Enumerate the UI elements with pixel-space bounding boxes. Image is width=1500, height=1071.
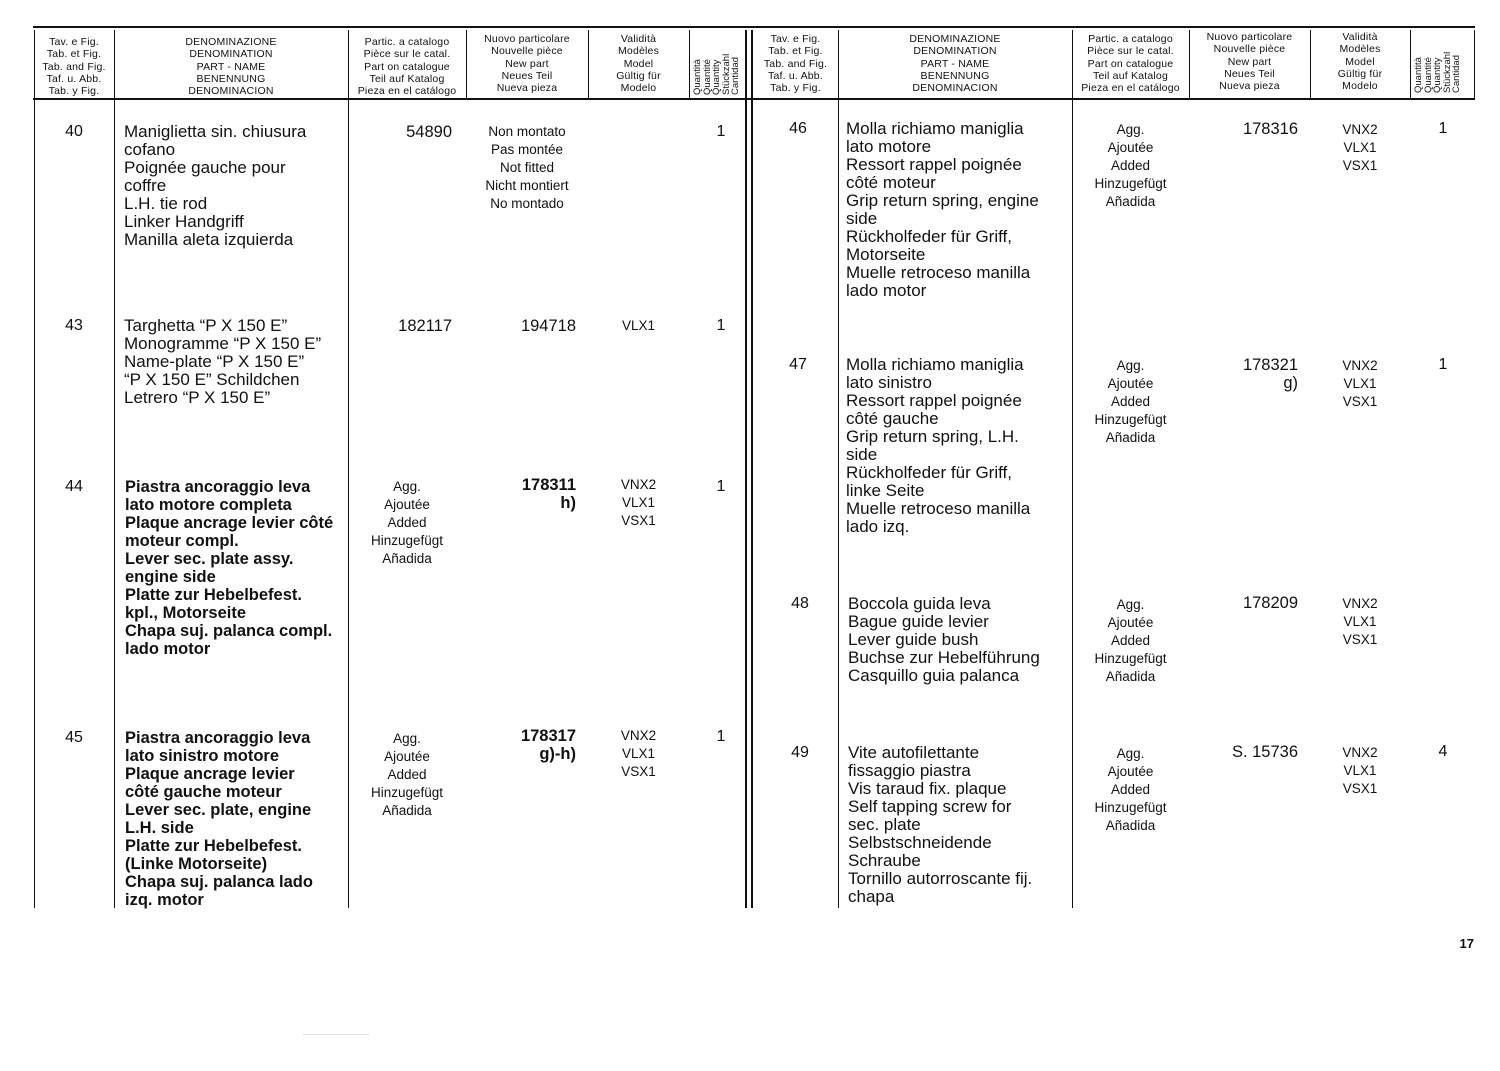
item-number: 43 [65, 317, 83, 334]
item-number: 48 [791, 595, 809, 612]
header-new: Nuovo particolare Nouvelle pièce New part Neues Teil Nueva pieza [1206, 31, 1293, 93]
catalog-part-status: Agg. Ajoutée Added Hinzugefügt Añadida [1094, 358, 1167, 445]
catalog-part-number: 182117 [398, 317, 452, 335]
item-description: Targhetta “P X 150 E” Monogramme “P X 150 E” Name-plate “P X 150 E” “P X 150 E” Schildchen Letrero “P X 150 E” [124, 316, 322, 407]
quantity: 1 [1438, 120, 1448, 137]
divider [689, 30, 690, 98]
item-description: Maniglietta sin. chiusura cofano Poignée gauche pour coffre L.H. tie rod Linker Handgriff Manilla aleta izquierda [124, 122, 307, 249]
new-part-number: 194718 [520, 317, 576, 335]
header-name: DENOMINAZIONE DENOMINATION PART - NAME BENENNUNG DENOMINACION [185, 36, 277, 98]
validity-models: VNX2 VLX1 VSX1 [1342, 122, 1378, 173]
header-bottom-rule [33, 98, 1475, 100]
header-partic: Partic. a catalogo Pièce sur le catal. Part on catalogue Teil auf Katalog Pieza en el catálogo [357, 36, 457, 98]
item-description: Boccola guida leva Bague guide levier Lever guide bush Buchse zur Hebelführung Casquillo guia palanca [848, 594, 1040, 685]
left-edge-rule [34, 98, 35, 908]
validity-models: VNX2 VLX1 VSX1 [1342, 358, 1378, 409]
item-number: 45 [65, 729, 83, 746]
new-part-number: 178209 [1242, 594, 1298, 612]
divider [1410, 30, 1411, 98]
header-new: Nuovo particolare Nouvelle pièce New part Neues Teil Nueva pieza [484, 33, 570, 95]
validity-models: VNX2 VLX1 VSX1 [620, 728, 657, 779]
item-description: Piastra ancoraggio leva lato sinistro motore Plaque ancrage levier côté gauche moteur Lever sec. plate, engine L.H. side Platte zur Hebelbefest. (Linke Motorseite) Chapa suj. palanca lado izq. motor [125, 729, 313, 909]
catalog-part-status: Agg. Ajoutée Added Hinzugefügt Añadida [370, 731, 444, 818]
quantity: 1 [716, 478, 726, 495]
new-part-number: S. 15736 [1231, 743, 1298, 761]
header-validity: Validità Modèles Model Gültig für Modelo [1337, 31, 1383, 93]
item-number: 40 [65, 123, 83, 140]
catalog-part-status: Agg. Ajoutée Added Hinzugefügt Añadida [370, 479, 444, 566]
divider [114, 30, 115, 908]
center-double-rule [751, 30, 753, 908]
quantity: 1 [1438, 356, 1448, 373]
new-part: Non montato Pas montée Not fitted Nicht montiert No montado [485, 124, 569, 211]
validity-models: VNX2 VLX1 VSX1 [1342, 596, 1378, 647]
catalog-part-status: Agg. Ajoutée Added Hinzugefügt Añadida [1094, 597, 1167, 684]
item-description: Molla richiamo maniglia lato motore Ressort rappel poignée côté moteur Grip return spring, engine side Rückholfeder für Griff, Motorseite Muelle retroceso manilla lado motor [846, 119, 1039, 300]
validity-models: VNX2 VLX1 VSX1 [1342, 745, 1378, 796]
header-name: DENOMINAZIONE DENOMINATION PART - NAME BENENNUNG DENOMINACION [909, 33, 1001, 95]
header-validity: Validità Modèles Model Gültig für Modelo [616, 33, 661, 95]
new-part-number: 178316 [1242, 120, 1298, 138]
top-rule [33, 26, 1475, 28]
catalog-part-status: Agg. Ajoutée Added Hinzugefügt Añadida [1094, 122, 1167, 209]
header-qty: Quantità Quantité Quantity Stückzahl Cantidad [1413, 51, 1463, 93]
center-double-rule [745, 30, 747, 908]
header-fig: Tav. e Fig. Tab. et Fig. Tab. and Fig. Taf. u. Abb. Tab. y Fig. [42, 36, 106, 98]
validity-models: VNX2 VLX1 VSX1 [620, 477, 657, 528]
header-partic: Partic. a catalogo Pièce sur le catal. Part on catalogue Teil auf Katalog Pieza en el catálogo [1081, 33, 1180, 95]
new-part-number: 178311 h) [521, 476, 576, 512]
quantity: 1 [716, 728, 726, 745]
new-part-number: 178321 g) [1242, 356, 1298, 392]
divider [1474, 30, 1475, 98]
quantity: 1 [716, 123, 726, 140]
validity-models: VLX1 [621, 318, 656, 333]
scan-mark [303, 1034, 369, 1035]
item-number: 49 [791, 744, 809, 761]
catalog-part-status: Agg. Ajoutée Added Hinzugefügt Añadida [1094, 746, 1167, 833]
header-fig: Tav. e Fig. Tab. et Fig. Tab. and Fig. Taf. u. Abb. Tab. y Fig. [763, 33, 828, 95]
item-description: Vite autofilettante fissaggio piastra Vis taraud fix. plaque Self tapping screw for sec. plate Selbstschneidende Schraube Tornillo autorroscante fij. chapa [848, 743, 1033, 906]
header-qty: Quantità Quantité Quantity Stückzahl Cantidad [692, 53, 742, 95]
catalog-part-number: 54890 [406, 123, 452, 141]
item-number: 44 [65, 478, 83, 495]
item-description: Molla richiamo maniglia lato sinistro Ressort rappel poignée côté gauche Grip return spring, L.H. side Rückholfeder für Griff, linke Seite Muelle retroceso manilla lado izq. [846, 355, 1031, 536]
item-number: 46 [789, 120, 807, 137]
quantity: 1 [716, 317, 726, 334]
page-number: 17 [1459, 936, 1474, 951]
divider [838, 30, 839, 908]
new-part-number: 178317 g)-h) [520, 727, 576, 763]
quantity: 4 [1438, 743, 1448, 760]
item-description: Piastra ancoraggio leva lato motore completa Plaque ancrage levier côté moteur compl. Lever sec. plate assy. engine side Platte zur Hebelbefest. kpl., Motorseite Chapa suj. palanca compl. lado motor [125, 478, 334, 658]
item-number: 47 [789, 356, 807, 373]
